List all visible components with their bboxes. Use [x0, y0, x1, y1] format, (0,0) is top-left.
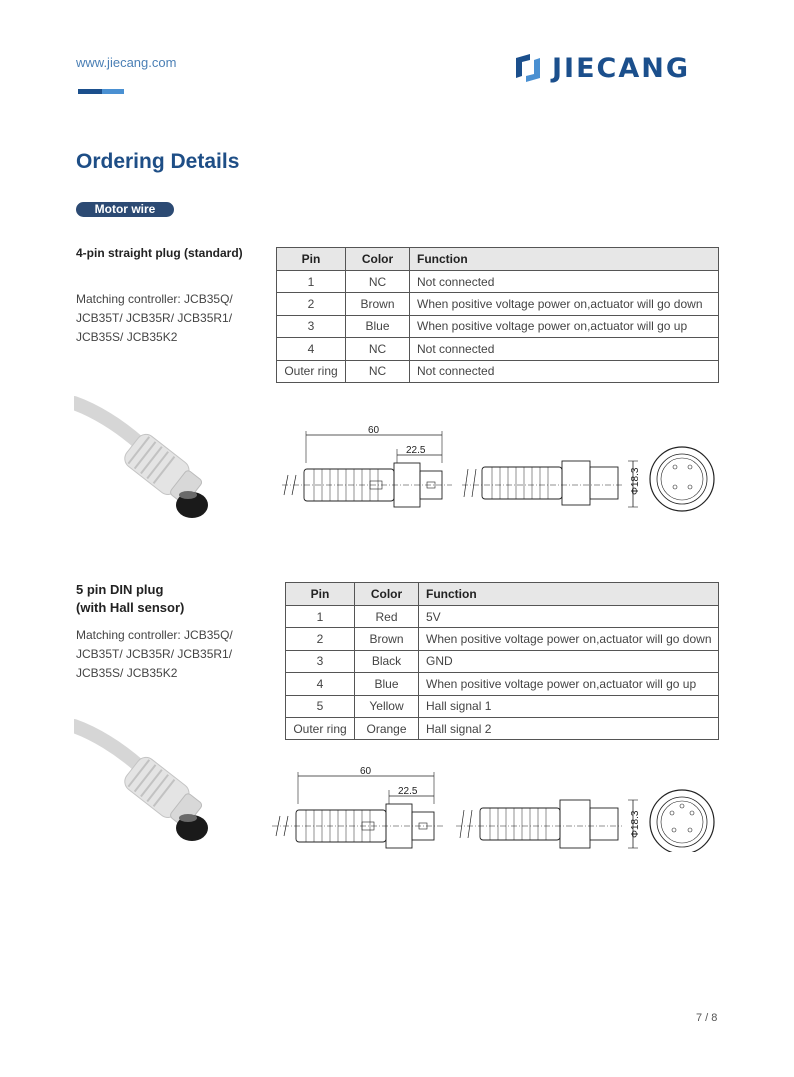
cell-function: Not connected	[410, 338, 719, 360]
cell-function: When positive voltage power on,actuator will go down	[419, 628, 719, 650]
cell-color: NC	[346, 360, 410, 382]
table-row	[286, 695, 719, 717]
col-header-color: Color	[346, 248, 410, 271]
table-row	[286, 717, 719, 739]
cell-pin: 4	[286, 673, 355, 695]
cell-function: GND	[419, 650, 719, 672]
accent-bar	[78, 89, 124, 94]
cell-color: Red	[355, 606, 419, 628]
page-number: 7 / 8	[696, 1012, 718, 1024]
cell-pin: Outer ring	[277, 360, 346, 382]
cell-function: Hall signal 2	[419, 717, 719, 739]
table-row	[277, 293, 719, 315]
table-row	[277, 360, 719, 382]
website-url: www.jiecang.com	[76, 55, 177, 70]
cell-color: Black	[355, 650, 419, 672]
table-row	[277, 338, 719, 360]
col-header-function: Function	[419, 583, 719, 606]
table-row	[277, 315, 719, 337]
brand-name: JIECANG	[552, 52, 691, 84]
cell-function: When positive voltage power on,actuator will go up	[419, 673, 719, 695]
section-2-title-line1: 5 pin DIN plug	[76, 582, 164, 597]
cell-function: Not connected	[410, 360, 719, 382]
cell-pin: 5	[286, 695, 355, 717]
cell-function: Not connected	[410, 271, 719, 293]
col-header-function: Function	[410, 248, 719, 271]
dim-head-label: 22.5	[406, 445, 426, 456]
plug-photo-1	[74, 395, 214, 525]
cell-color: Yellow	[355, 695, 419, 717]
table-row	[286, 650, 719, 672]
dimension-drawing-2	[272, 762, 722, 852]
section-1-title: 4-pin straight plug (standard)	[76, 246, 243, 260]
cell-pin: 3	[277, 315, 346, 337]
table-row	[286, 673, 719, 695]
cell-pin: 1	[286, 606, 355, 628]
table-row	[286, 606, 719, 628]
cell-pin: 4	[277, 338, 346, 360]
col-header-color: Color	[355, 583, 419, 606]
table-row	[277, 271, 719, 293]
cell-color: Orange	[355, 717, 419, 739]
dim-head-label: 22.5	[398, 786, 418, 797]
dim-diameter-label: Φ18.3	[630, 467, 641, 495]
cell-pin: 3	[286, 650, 355, 672]
plug-photo-2	[74, 718, 214, 848]
table-row	[286, 628, 719, 650]
cell-color: NC	[346, 338, 410, 360]
cell-function: Hall signal 1	[419, 695, 719, 717]
cell-color: NC	[346, 271, 410, 293]
cell-color: Blue	[346, 315, 410, 337]
cell-pin: 2	[286, 628, 355, 650]
dim-diameter-label: Φ18.3	[630, 810, 641, 838]
jiecang-logo-icon	[512, 52, 544, 84]
pin-table-2	[285, 582, 719, 740]
dim-length-label: 60	[368, 425, 380, 436]
dim-length-label: 60	[360, 766, 372, 777]
cell-function: 5V	[419, 606, 719, 628]
dimension-drawing-1	[282, 423, 722, 513]
section-1-matching: Matching controller: JCB35Q/ JCB35T/ JCB35R/ JCB35R1/ JCB35S/ JCB35K2	[76, 292, 233, 344]
cell-function: When positive voltage power on,actuator will go down	[410, 293, 719, 315]
cell-pin: Outer ring	[286, 717, 355, 739]
col-header-pin: Pin	[286, 583, 355, 606]
cell-color: Blue	[355, 673, 419, 695]
cell-pin: 1	[277, 271, 346, 293]
pin-table-1	[276, 247, 719, 383]
section-2-matching: Matching controller: JCB35Q/ JCB35T/ JCB35R/ JCB35R1/ JCB35S/ JCB35K2	[76, 628, 233, 680]
cell-pin: 2	[277, 293, 346, 315]
cell-color: Brown	[355, 628, 419, 650]
col-header-pin: Pin	[277, 248, 346, 271]
page-title: Ordering Details	[76, 150, 240, 173]
cell-function: When positive voltage power on,actuator will go up	[410, 315, 719, 337]
brand-logo	[512, 52, 690, 84]
section-badge: Motor wire	[76, 202, 174, 217]
cell-color: Brown	[346, 293, 410, 315]
section-2-title-line2: (with Hall sensor)	[76, 600, 185, 615]
